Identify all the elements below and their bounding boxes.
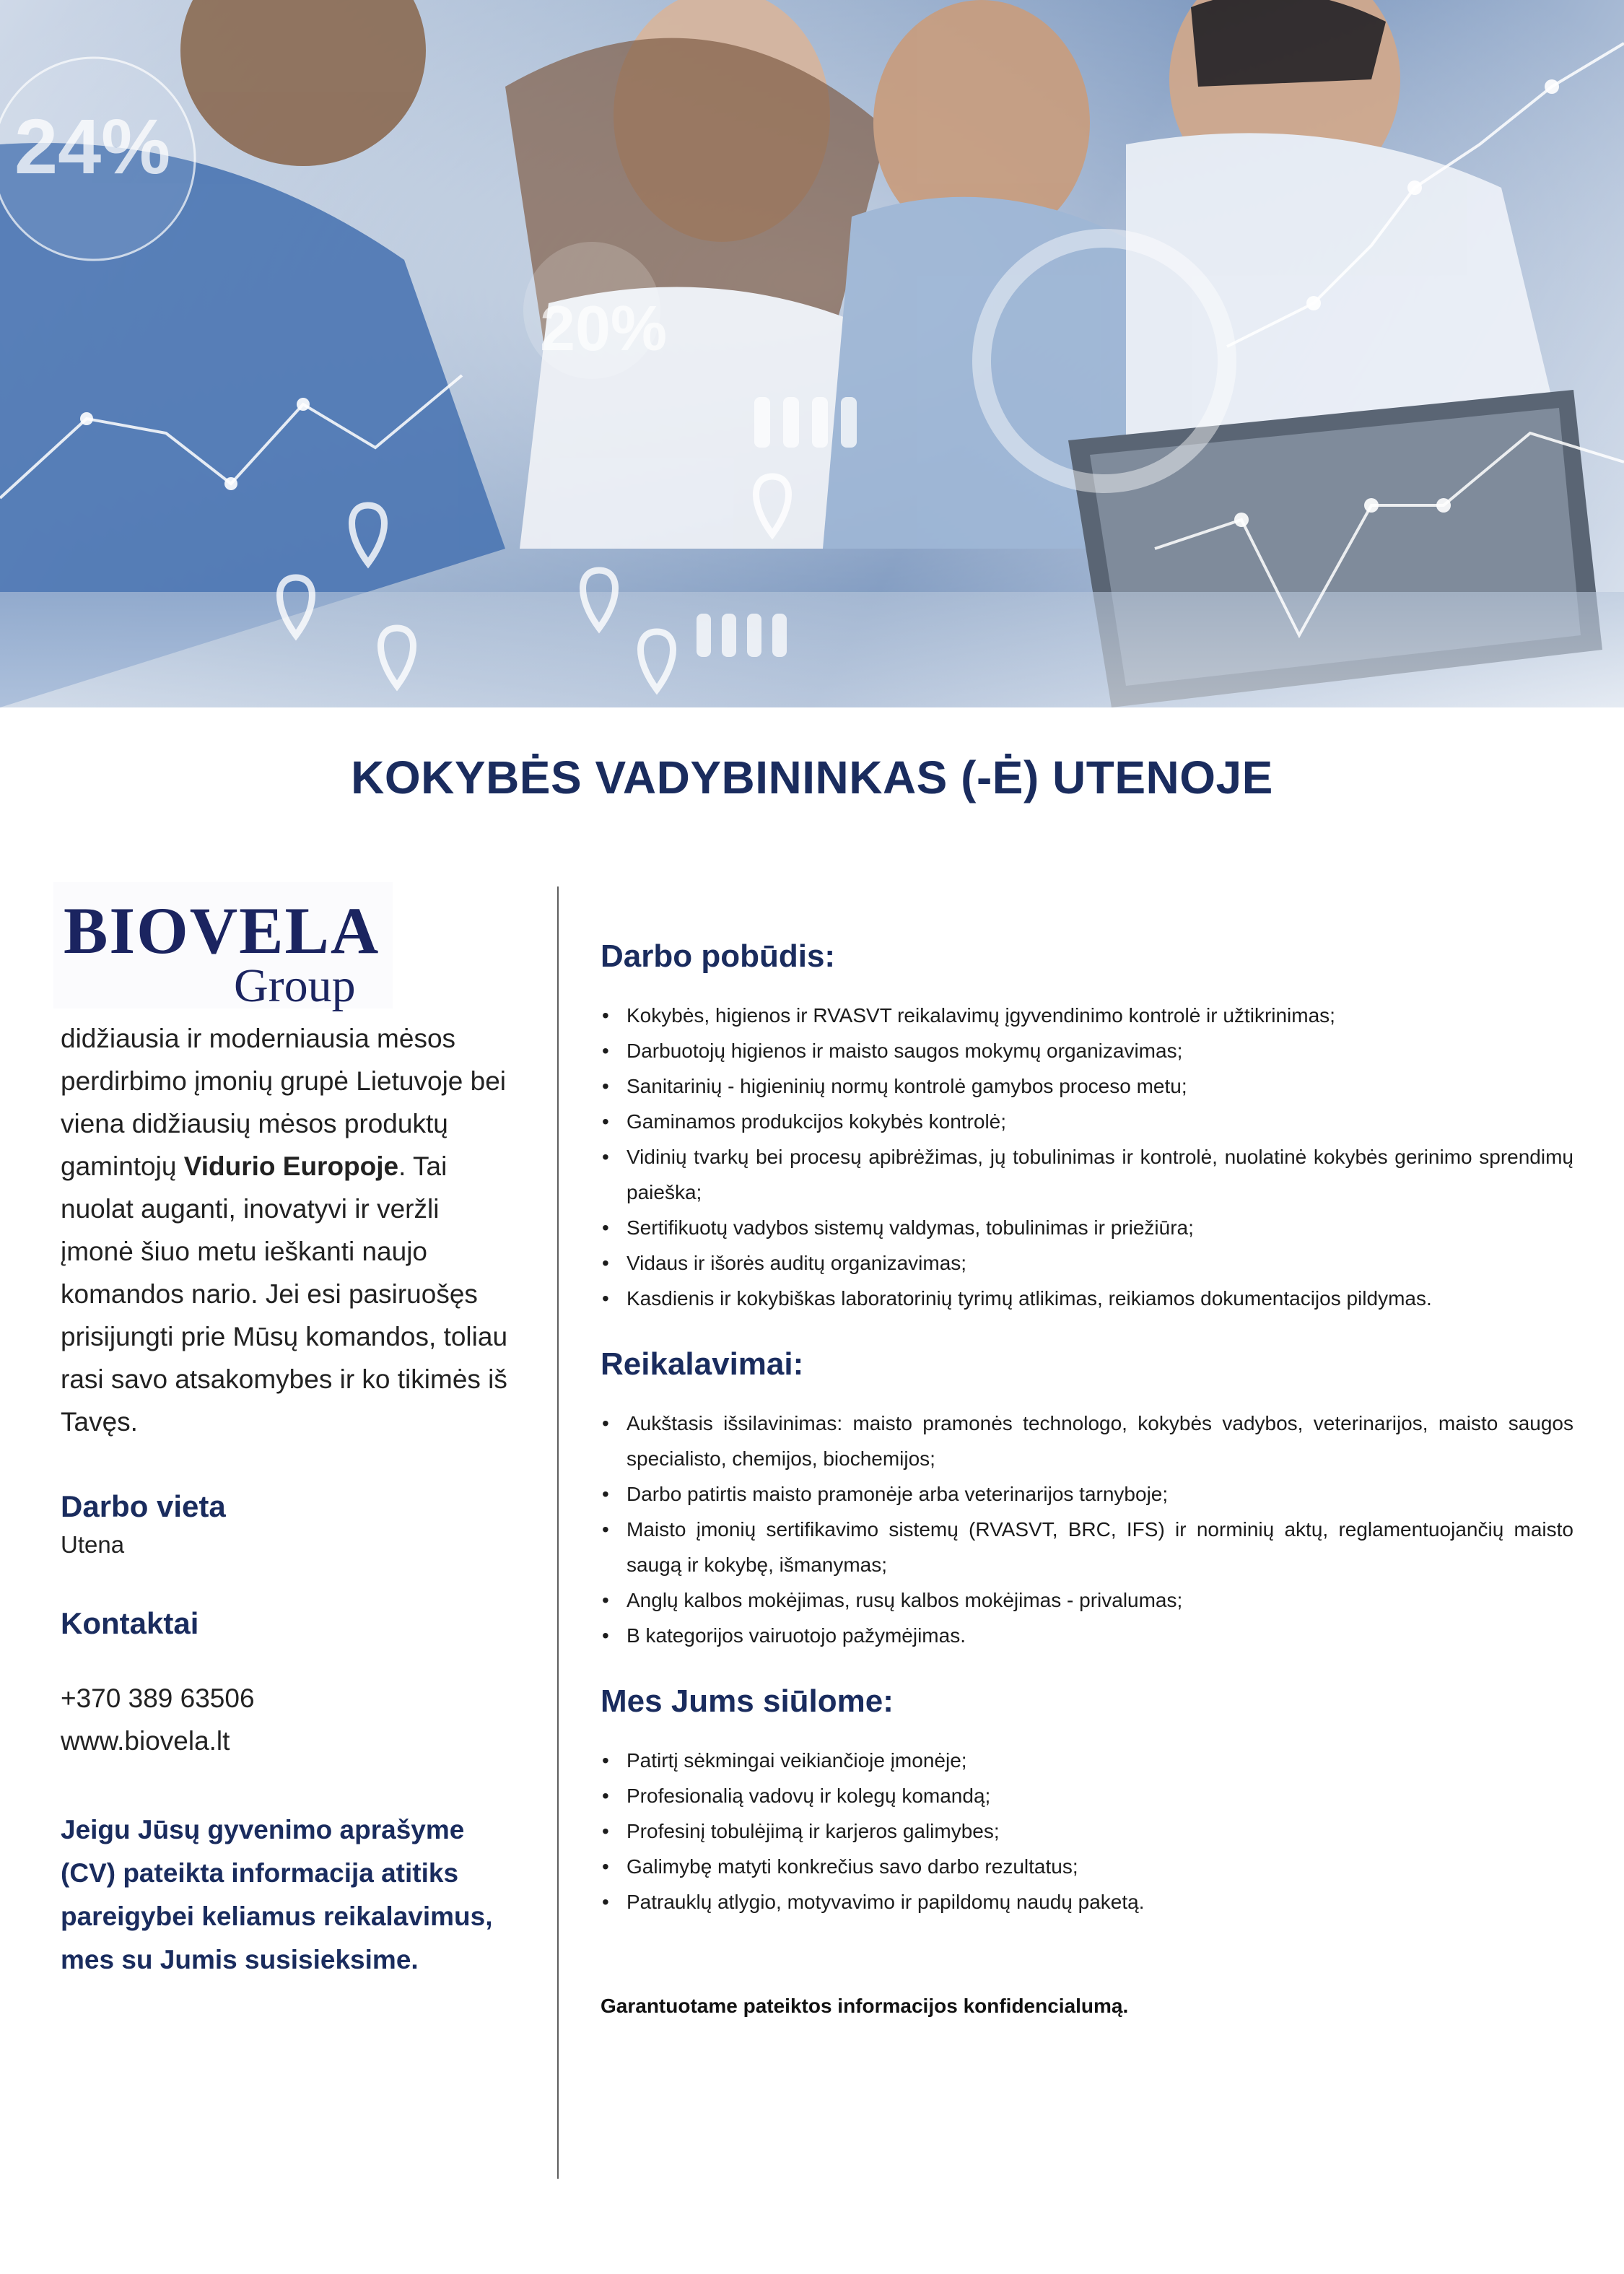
intro-text-1: didžiausia ir moderniausia mėsos perdirbimo įmonių grupė Lietuvoje bei viena didžiausių mėsos produktų gamintojų [61, 1024, 507, 1181]
offer-heading: Mes Jums siūlome: [601, 1683, 894, 1719]
hero-illustration [0, 0, 1624, 707]
list-item: • Darbuotojų higienos ir maisto saugos mokymų organizavimas; [601, 1033, 1573, 1068]
list-item: • Sanitarinių - higieninių normų kontrolė gamybos proceso metu; [601, 1068, 1573, 1104]
requirements-list [601, 1406, 1573, 1653]
list-item: • Aukštasis išsilavinimas: maisto pramonės technologo, kokybės vadybos, veterinarijos, maisto saugos specialisto, chemijos, biochemijos; [601, 1406, 1573, 1476]
list-item: • Anglų kalbos mokėjimas, rusų kalbos mokėjimas - privalumas; [601, 1582, 1573, 1618]
workplace-value: Utena [61, 1531, 125, 1558]
duties-list [601, 998, 1573, 1316]
list-item: • Maisto įmonių sertifikavimo sistemų (RVASVT, BRC, IFS) ir norminių aktų, reglamentuojančių maisto saugą ir kokybę, išmanymas; [601, 1512, 1573, 1582]
offer-list [601, 1743, 1573, 1920]
list-item: • Vidaus ir išorės auditų organizavimas; [601, 1245, 1573, 1281]
percent-badge-20: 20% [540, 292, 668, 364]
list-item: • Sertifikuotų vadybos sistemų valdymas, tobulinimas ir priežiūra; [601, 1210, 1573, 1245]
list-item: • Kasdienis ir kokybiškas laboratorinių tyrimų atlikimas, reikiamos dokumentacijos pildymas. [601, 1281, 1573, 1316]
list-item: • B kategorijos vairuotojo pažymėjimas. [601, 1618, 1573, 1653]
contacts-heading: Kontaktai [61, 1606, 199, 1640]
confidentiality-note: Garantuotame pateiktos informacijos konfidencialumą. [601, 1995, 1129, 2017]
list-item: • Darbo patirtis maisto pramonėje arba veterinarijos tarnyboje; [601, 1476, 1573, 1512]
list-item: • Patrauklų atlygio, motyvavimo ir papildomų naudų paketą. [601, 1884, 1573, 1920]
list-item: • Patirtį sėkmingai veikiančioje įmonėje; [601, 1743, 1573, 1778]
workplace-heading: Darbo vieta [61, 1489, 226, 1523]
percent-badge-24: 24% [14, 103, 171, 190]
page-title: KOKYBĖS VADYBININKAS (-Ė) UTENOJE [351, 752, 1273, 803]
biovela-logo [53, 882, 393, 1012]
column-divider [557, 886, 559, 2179]
duties-heading: Darbo pobūdis: [601, 938, 836, 974]
list-item: • Gaminamos produkcijos kokybės kontrolė; [601, 1104, 1573, 1139]
list-item: • Vidinių tvarkų bei procesų apibrėžimas, jų tobulinimas ir kontrolė, nuolatinė kokybės gerinimo sprendimų paieška; [601, 1139, 1573, 1210]
contact-website[interactable]: www.biovela.lt [61, 1726, 230, 1756]
list-item: • Kokybės, higienos ir RVASVT reikalavimų įgyvendinimo kontrolė ir užtikrinimas; [601, 998, 1573, 1033]
logo-brand: BIOVELA [64, 894, 380, 967]
cv-note: Jeigu Jūsų gyvenimo aprašyme (CV) pateikta informacija atitiks pareigybei keliamus reikalavimus, mes su Jumis susisieksime. [61, 1815, 493, 1974]
left-column [61, 882, 515, 1982]
list-item: • Profesinį tobulėjimą ir karjeros galimybes; [601, 1813, 1573, 1849]
intro-text-2: . Tai nuolat auganti, inovatyvi ir veržli įmonė šiuo metu ieškanti naujo komandos nario. Jei esi pasiruošęs prisijungti prie Mūsų komandos, toliau rasi savo atsakomybes ir ko tikimės iš Tavęs. [61, 1151, 508, 1437]
intro-bold: Vidurio Europoje [183, 1151, 399, 1181]
logo-group: Group [234, 959, 356, 1012]
contacts-block [61, 1677, 515, 1762]
list-item: • Galimybę matyti konkrečius savo darbo rezultatus; [601, 1849, 1573, 1884]
contact-phone[interactable]: +370 389 63506 [61, 1683, 255, 1713]
company-intro [61, 1017, 515, 1443]
right-column [601, 938, 1573, 2018]
requirements-heading: Reikalavimai: [601, 1346, 804, 1382]
list-item: • Profesionalią vadovų ir kolegų komandą; [601, 1778, 1573, 1813]
hero-banner [0, 0, 1624, 707]
